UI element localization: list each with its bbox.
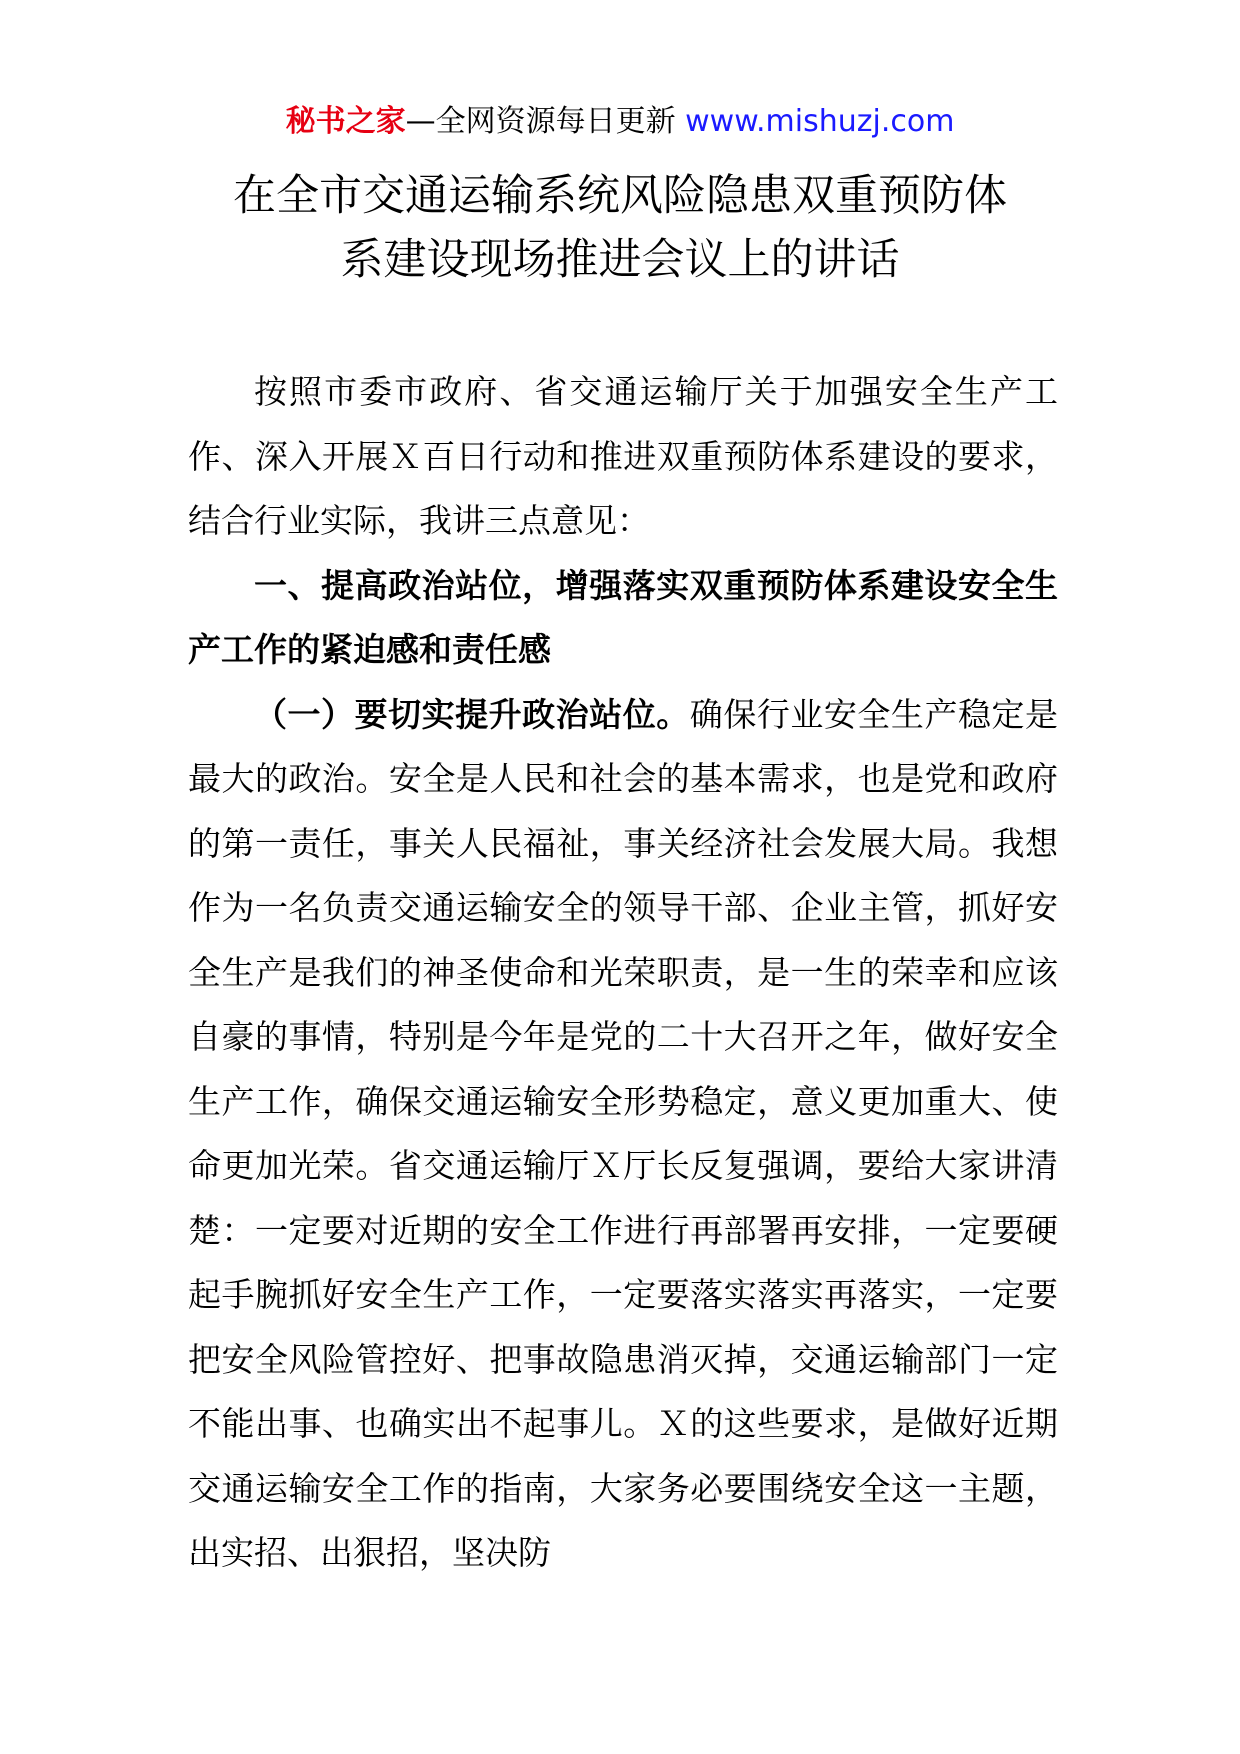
subsection-1-lead: （一）要切实提升政治站位。 xyxy=(254,694,690,734)
section-1-heading: 一、提高政治站位，增强落实双重预防体系建设安全生产工作的紧迫感和责任感 xyxy=(188,565,1058,669)
subsection-1-paragraph xyxy=(188,683,1058,1586)
subsection-1-text: 确保行业安全生产稳定是最大的政治。安全是人民和社会的基本需求，也是党和政府的第一责任，事关人民福祉，事关经济社会发展大局。我想作为一名负责交通运输安全的领导干部、企业主管，抓好安全生产是我们的神圣使命和光荣职责，是一生的荣幸和应该自豪的事情，特别是今年是党的二十大召开之年，做好安全生产工作，确保交通运输安全形势稳定，意义更加重大、使命更加光荣。省交通运输厅Ｘ厅长反复强调，要给大家讲清楚：一定要对近期的安全工作进行再部署再安排，一定要硬起手腕抓好安全生产工作，一定要落实落实再落实，一定要把安全风险管控好、把事故隐患消灭掉，交通运输部门一定不能出事、也确实出不起事儿。Ｘ的这些要求，是做好近期交通运输安全工作的指南，大家务必要围绕安全这一主题，出实招、出狠招，坚决防 xyxy=(188,694,1059,1572)
intro-paragraph: 按照市委市政府、省交通运输厅关于加强安全生产工作、深入开展Ｘ百日行动和推进双重预防体系建设的要求，结合行业实际，我讲三点意见： xyxy=(188,372,1058,540)
document-title xyxy=(150,164,1090,292)
brand-name: 秘书之家 xyxy=(285,104,406,139)
title-line-1: 在全市交通运输系统风险隐患双重预防体 xyxy=(233,171,1007,221)
banner-tagline: —全网资源每日更新 xyxy=(405,104,676,139)
document-body xyxy=(188,360,1058,1586)
title-line-2: 系建设现场推进会议上的讲话 xyxy=(340,235,900,285)
site-banner xyxy=(0,100,1240,144)
site-url-link[interactable]: www.mishuzj.com xyxy=(685,104,955,139)
